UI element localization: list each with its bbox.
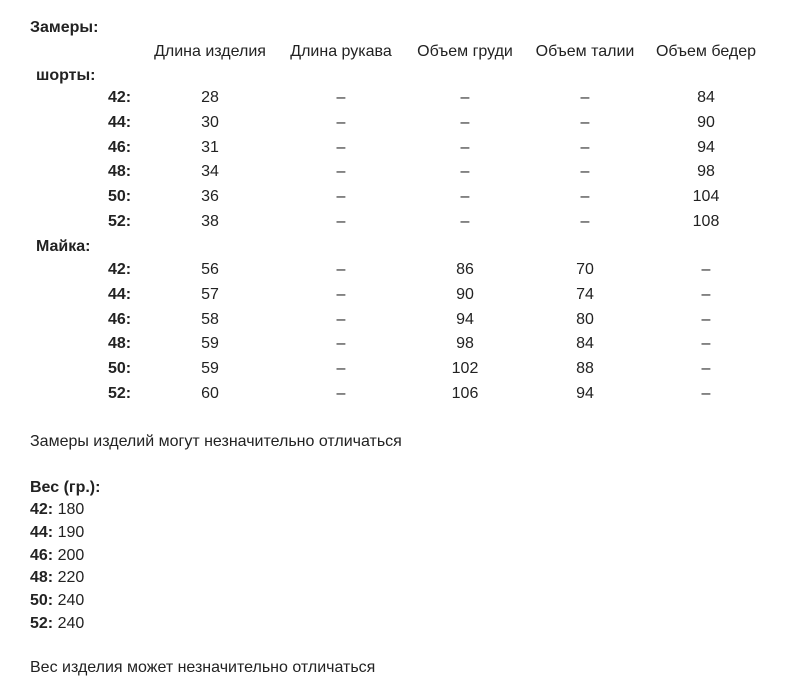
size-label: 46:: [108, 310, 132, 328]
cell-waist: –: [580, 188, 590, 206]
table-row: [0, 212, 800, 232]
cell-waist: –: [580, 113, 590, 131]
cell-chest: 86: [456, 261, 474, 278]
table-row: [0, 359, 800, 379]
weight-value: 240: [57, 615, 85, 632]
weight-item: [30, 499, 84, 521]
cell-chest: –: [460, 113, 470, 131]
cell-hips: 98: [697, 163, 715, 181]
weight-item: [30, 590, 84, 612]
cell-chest: –: [460, 138, 470, 156]
cell-length: 57: [201, 285, 219, 303]
cell-length: 38: [201, 213, 219, 230]
column-header-sleeve: Длина рукава: [290, 43, 392, 60]
table-row: [0, 138, 800, 158]
weight-item: [30, 522, 84, 544]
weight-size: 52:: [30, 615, 54, 632]
cell-length: 34: [201, 163, 219, 181]
cell-hips: 104: [692, 188, 720, 206]
column-header-waist: Объем талии: [535, 43, 635, 60]
cell-sleeve: –: [336, 285, 346, 303]
cell-sleeve: –: [336, 360, 346, 378]
cell-hips: 90: [697, 113, 715, 131]
size-label: 50:: [108, 360, 132, 378]
cell-hips: –: [701, 261, 711, 278]
cell-waist: 88: [576, 360, 594, 378]
cell-length: 60: [201, 385, 219, 402]
cell-chest: –: [460, 213, 470, 230]
weight-value: 220: [57, 569, 85, 587]
table-row: [0, 334, 800, 354]
size-label: 48:: [108, 163, 132, 181]
cell-hips: –: [701, 310, 711, 328]
size-label: 48:: [108, 335, 132, 353]
cell-waist: 70: [576, 261, 594, 278]
weight-value: 240: [57, 592, 85, 610]
weight-value: 180: [57, 501, 85, 518]
cell-waist: 84: [576, 335, 594, 353]
cell-waist: –: [580, 213, 590, 230]
section-label-shorts: шорты:: [36, 67, 96, 84]
weight-value: 190: [57, 523, 85, 541]
table-row: [0, 285, 800, 305]
size-label: 46:: [108, 138, 132, 156]
cell-hips: 84: [697, 89, 715, 106]
cell-chest: –: [460, 188, 470, 206]
column-header-length: Длина изделия: [154, 43, 266, 60]
cell-length: 59: [201, 335, 219, 353]
measurements-note: Замеры изделий могут незначительно отличаться: [30, 433, 402, 450]
weight-item: [30, 567, 84, 589]
cell-length: 30: [201, 113, 219, 131]
cell-chest: 106: [451, 385, 479, 402]
column-header-hips: Объем бедер: [655, 43, 757, 60]
weight-note: Вес изделия может незначительно отличаться: [30, 659, 376, 676]
cell-sleeve: –: [336, 213, 346, 230]
weight-size: 44:: [30, 523, 54, 541]
table-row: [0, 113, 800, 133]
size-label: 42:: [108, 89, 132, 106]
section-label-tshirt: Майка:: [36, 238, 91, 255]
weight-size: 42:: [30, 501, 54, 518]
weight-size: 46:: [30, 546, 54, 564]
cell-hips: –: [701, 335, 711, 353]
cell-sleeve: –: [336, 113, 346, 131]
cell-waist: 74: [576, 285, 594, 303]
cell-sleeve: –: [336, 188, 346, 206]
cell-chest: 98: [456, 335, 474, 353]
table-row: [0, 384, 800, 404]
size-label: 52:: [108, 213, 132, 230]
cell-chest: 90: [456, 285, 474, 303]
cell-length: 36: [201, 188, 219, 206]
weight-item: [30, 545, 84, 567]
size-label: 44:: [108, 113, 132, 131]
size-label: 52:: [108, 385, 132, 402]
cell-hips: 108: [692, 213, 720, 230]
weight-size: 50:: [30, 592, 54, 610]
cell-chest: –: [460, 163, 470, 181]
weight-item: [30, 613, 84, 635]
weight-value: 200: [57, 546, 85, 564]
cell-length: 28: [201, 89, 219, 106]
cell-sleeve: –: [336, 310, 346, 328]
size-label: 42:: [108, 261, 132, 278]
table-row: [0, 162, 800, 182]
measurements-title: Замеры:: [30, 19, 99, 36]
cell-hips: 94: [697, 138, 715, 156]
table-row: [0, 88, 800, 108]
weight-size: 48:: [30, 569, 54, 587]
table-row: [0, 260, 800, 280]
cell-length: 56: [201, 261, 219, 278]
cell-waist: –: [580, 89, 590, 106]
cell-sleeve: –: [336, 335, 346, 353]
cell-hips: –: [701, 385, 711, 402]
column-header-chest: Объем груди: [417, 43, 513, 60]
cell-length: 31: [201, 138, 219, 156]
cell-sleeve: –: [336, 385, 346, 402]
cell-length: 58: [201, 310, 219, 328]
cell-waist: –: [580, 163, 590, 181]
cell-sleeve: –: [336, 163, 346, 181]
cell-chest: –: [460, 89, 470, 106]
cell-waist: 94: [576, 385, 594, 402]
size-label: 50:: [108, 188, 132, 206]
cell-waist: –: [580, 138, 590, 156]
cell-hips: –: [701, 285, 711, 303]
cell-length: 59: [201, 360, 219, 378]
size-label: 44:: [108, 285, 132, 303]
cell-sleeve: –: [336, 261, 346, 278]
cell-sleeve: –: [336, 89, 346, 106]
cell-chest: 94: [456, 310, 474, 328]
column-headers: [0, 42, 800, 62]
weight-title: Вес (гр.):: [30, 479, 101, 496]
cell-waist: 80: [576, 310, 594, 328]
cell-chest: 102: [451, 360, 479, 378]
table-row: [0, 310, 800, 330]
cell-sleeve: –: [336, 138, 346, 156]
table-row: [0, 187, 800, 207]
cell-hips: –: [701, 360, 711, 378]
